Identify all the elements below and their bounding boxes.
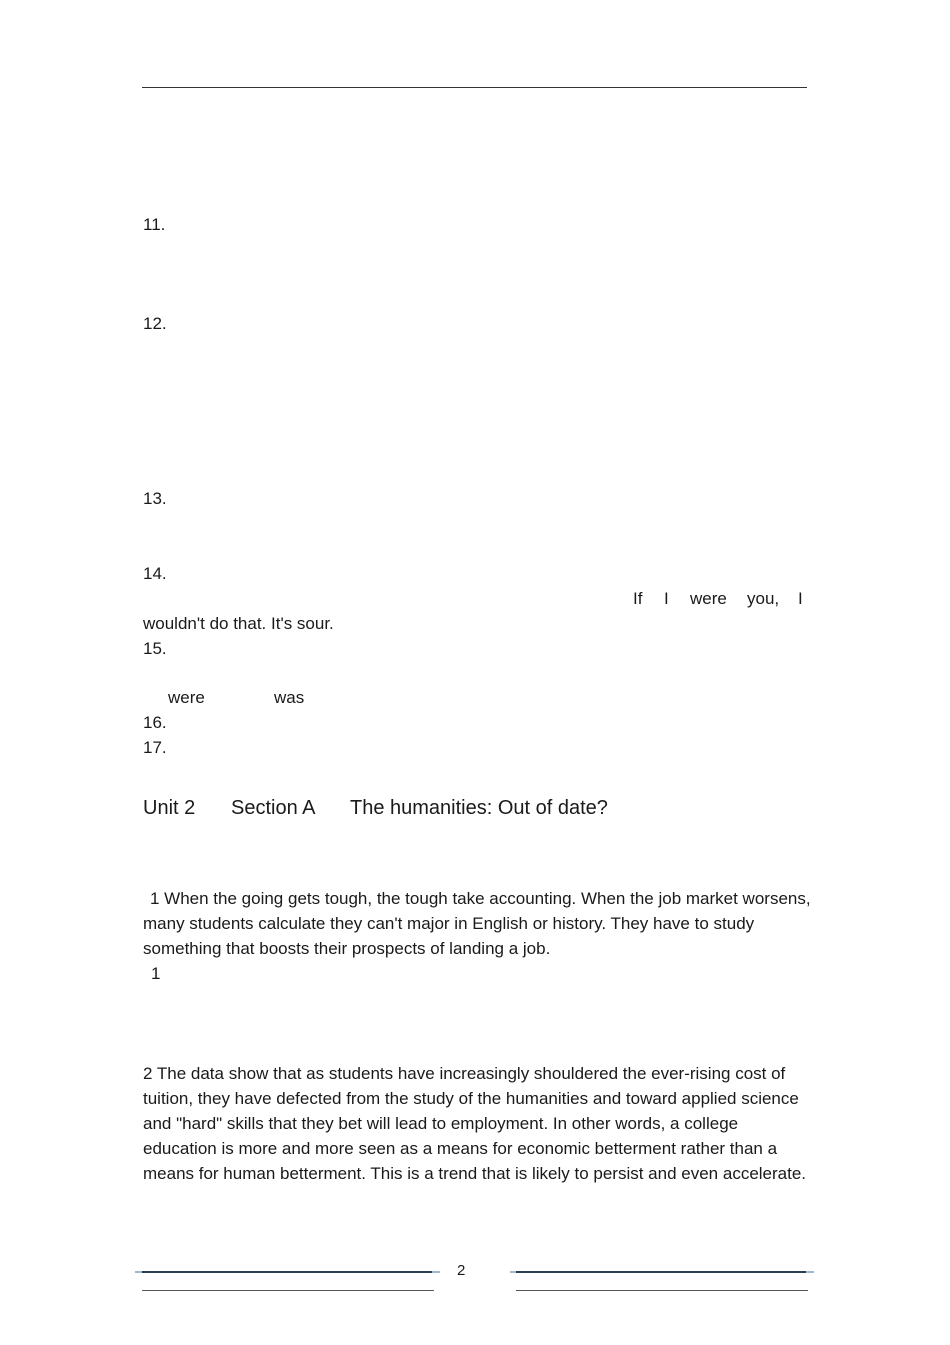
header-rule [142, 87, 807, 88]
item-number-17: 17. [143, 738, 167, 757]
paragraph-line: and "hard" skills that they bet will lead to employment. In other words, a college [143, 1114, 739, 1133]
paragraph-line: many students calculate they can't major in English or history. They have to study [143, 914, 755, 933]
footer-underline-right [516, 1290, 808, 1291]
paragraph-line: education is more and more seen as a means for economic betterment rather than a [143, 1139, 778, 1158]
paragraph-line: means for human betterment. This is a trend that is likely to persist and even accelerate. [143, 1164, 807, 1183]
item-14-word: I [664, 589, 669, 608]
paragraph-line: 2 The data show that as students have increasingly shouldered the ever-rising cost of [143, 1064, 786, 1083]
footer-rule-right [516, 1271, 808, 1273]
item-number-16: 16. [143, 713, 167, 732]
item-number-11: 11. [143, 215, 166, 234]
item-number-12: 12. [143, 314, 167, 333]
unit-title: The humanities: Out of date? [350, 797, 608, 819]
paragraph-2 [143, 1061, 806, 1186]
item-15-word-were: were [168, 688, 205, 707]
footer-rule-fade-left-end [432, 1271, 440, 1273]
paragraph-line: something that boosts their prospects of landing a job. [143, 939, 551, 958]
item-number-14: 14. [143, 564, 167, 583]
item-15-word-was: was [274, 688, 305, 707]
footer-rule-left [142, 1271, 434, 1273]
item-number-15: 15. [143, 639, 167, 658]
footer-rule-fade-right [806, 1271, 814, 1273]
unit-label: Unit 2 [143, 797, 196, 819]
paragraph-number: 1 [151, 964, 161, 983]
page-number: 2 [457, 1262, 466, 1279]
item-number-13: 13. [143, 489, 167, 508]
item-14-word: were [690, 589, 727, 608]
footer-underline-left [142, 1290, 434, 1291]
item-14-word: you, [747, 589, 780, 608]
item-14-word: If [633, 589, 643, 608]
section-label: Section A [231, 797, 316, 819]
paragraph-line: 1 When the going gets tough, the tough take accounting. When the job market worsens, [150, 889, 811, 908]
item-14-continuation: wouldn't do that. It's sour. [143, 614, 334, 633]
paragraph-line: tuition, they have defected from the study of the humanities and toward applied science [143, 1089, 799, 1108]
item-14-word: I [798, 589, 803, 608]
paragraph-1 [143, 886, 811, 961]
